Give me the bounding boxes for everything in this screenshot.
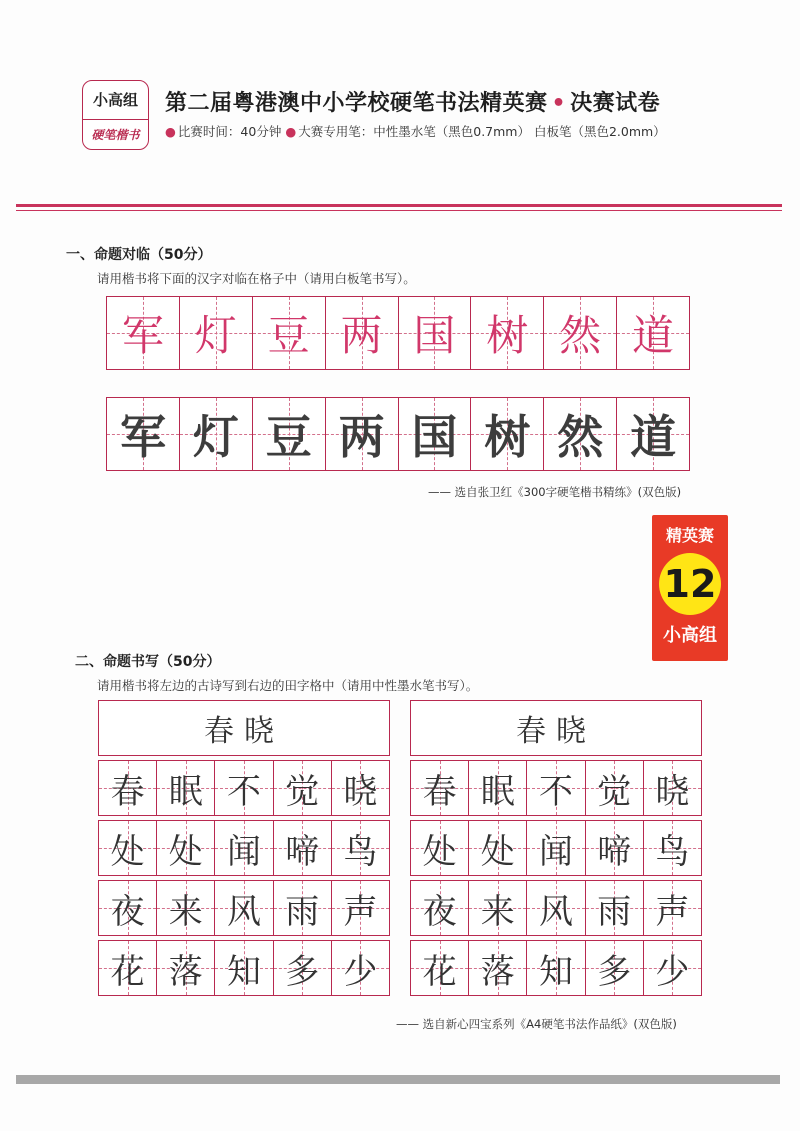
- poem-row: [410, 880, 702, 936]
- written-char: 国: [411, 410, 458, 464]
- poem-title: 春晓: [98, 700, 390, 756]
- copy-grid-black: [106, 397, 690, 471]
- poem-char: 不: [539, 771, 573, 812]
- poem-char: 多: [285, 951, 320, 992]
- written-char: 道: [630, 410, 677, 464]
- grid-cell[interactable]: [544, 297, 617, 369]
- poem-char: 春: [110, 771, 145, 812]
- poem-board-right: [410, 700, 702, 1000]
- model-char: 国: [413, 311, 456, 360]
- poem-char: 来: [480, 891, 515, 932]
- badge-group-label: 小高组: [83, 81, 148, 120]
- poem-board-left: [98, 700, 390, 1000]
- grid-cell[interactable]: [399, 398, 472, 470]
- grid-cell[interactable]: [527, 821, 585, 875]
- group-badge: [82, 80, 149, 150]
- grid-cell[interactable]: [586, 881, 644, 935]
- grid-cell[interactable]: [326, 297, 399, 369]
- section2-source: —— 选自新心四宝系列《A4硬笔书法作品纸》(双色版): [396, 1017, 677, 1031]
- poem-char: 夜: [422, 891, 457, 932]
- grid-cell[interactable]: [157, 761, 215, 815]
- header-divider-thin: [16, 210, 782, 211]
- copy-grid-pink: [106, 296, 690, 370]
- model-char: 然: [559, 311, 602, 360]
- section1-instruction: 请用楷书将下面的汉字对临在格子中（请用白板笔书写）。: [97, 271, 416, 286]
- grid-cell[interactable]: [99, 761, 157, 815]
- footer-bar: [16, 1075, 780, 1084]
- poem-char: 闻: [227, 831, 261, 872]
- grid-cell[interactable]: [644, 941, 701, 995]
- grid-cell[interactable]: [274, 821, 332, 875]
- grid-cell[interactable]: [274, 881, 332, 935]
- grid-cell[interactable]: [253, 297, 326, 369]
- model-char: 两: [340, 311, 383, 360]
- grid-cell[interactable]: [180, 398, 253, 470]
- poem-char: 花: [110, 951, 145, 992]
- poem-char: 处: [110, 831, 145, 872]
- tag-title: 精英赛: [665, 526, 714, 545]
- grid-cell[interactable]: [544, 398, 617, 470]
- poem-char: 风: [539, 891, 573, 932]
- model-char: 道: [632, 311, 675, 360]
- poem-char: 少: [655, 951, 690, 992]
- poem-char: 啼: [597, 831, 632, 872]
- grid-cell[interactable]: [644, 761, 701, 815]
- tag-number: 12: [659, 553, 721, 615]
- grid-cell[interactable]: [527, 761, 585, 815]
- grid-cell[interactable]: [215, 761, 273, 815]
- poem-char: 落: [480, 951, 515, 992]
- grid-cell[interactable]: [411, 941, 469, 995]
- grid-cell[interactable]: [157, 941, 215, 995]
- bullet-icon: ●: [165, 124, 176, 139]
- model-char: 豆: [267, 311, 310, 360]
- grid-cell[interactable]: [411, 761, 469, 815]
- grid-cell[interactable]: [644, 881, 701, 935]
- page-title: [165, 86, 660, 117]
- grid-cell[interactable]: [527, 941, 585, 995]
- poem-char: 觉: [597, 771, 632, 812]
- grid-cell[interactable]: [215, 821, 273, 875]
- poem-char: 处: [480, 831, 515, 872]
- poem-char: 不: [227, 771, 261, 812]
- title-suffix: 决赛试卷: [570, 91, 661, 116]
- tag-group: 小高组: [663, 625, 717, 646]
- grid-cell[interactable]: [180, 297, 253, 369]
- poem-char: 来: [168, 891, 203, 932]
- grid-cell[interactable]: [527, 881, 585, 935]
- pen-info: 大赛专用笔：中性墨水笔（黑色0.7mm） 白板笔（黑色2.0mm）: [298, 124, 666, 139]
- poem-char: 知: [539, 951, 573, 992]
- poem-char: 风: [227, 891, 261, 932]
- poem-char: 雨: [597, 891, 632, 932]
- section2-heading: 二、命题书写（50分）: [75, 654, 221, 670]
- grid-cell[interactable]: [99, 821, 157, 875]
- model-char: 灯: [194, 311, 237, 360]
- grid-cell[interactable]: [469, 941, 527, 995]
- grid-cell[interactable]: [644, 821, 701, 875]
- poem-row: [410, 940, 702, 996]
- grid-cell[interactable]: [332, 761, 389, 815]
- grid-cell[interactable]: [586, 761, 644, 815]
- grid-cell[interactable]: [215, 941, 273, 995]
- model-char: 树: [486, 311, 529, 360]
- written-char: 树: [484, 410, 531, 464]
- grid-cell[interactable]: [471, 297, 544, 369]
- title-dot: •: [551, 91, 567, 116]
- poem-char: 夜: [110, 891, 145, 932]
- poem-char: 多: [597, 951, 632, 992]
- poem-char: 处: [422, 831, 457, 872]
- grid-cell[interactable]: [469, 761, 527, 815]
- grid-cell[interactable]: [253, 398, 326, 470]
- grid-cell[interactable]: [99, 941, 157, 995]
- written-char: 然: [557, 410, 604, 464]
- grid-cell[interactable]: [411, 881, 469, 935]
- header-divider: [16, 204, 782, 207]
- exam-info: [165, 122, 666, 140]
- grid-cell[interactable]: [469, 881, 527, 935]
- grid-cell[interactable]: [99, 881, 157, 935]
- grid-cell[interactable]: [215, 881, 273, 935]
- written-char: 两: [338, 410, 385, 464]
- time-info: 比赛时间：40分钟: [177, 124, 282, 139]
- poem-char: 眠: [480, 771, 515, 812]
- poem-row: [98, 760, 390, 816]
- poem-char: 知: [227, 951, 261, 992]
- poem-char: 处: [168, 831, 203, 872]
- written-char: 灯: [192, 410, 239, 464]
- poem-char: 花: [422, 951, 457, 992]
- grid-cell[interactable]: [399, 297, 472, 369]
- poem-char: 啼: [285, 831, 320, 872]
- section1-heading: 一、命题对临（50分）: [66, 247, 212, 263]
- poem-char: 鸟: [655, 831, 690, 872]
- poem-char: 晓: [343, 771, 378, 812]
- grid-cell[interactable]: [617, 297, 689, 369]
- grid-cell[interactable]: [617, 398, 689, 470]
- grid-cell[interactable]: [586, 941, 644, 995]
- poem-char: 春: [422, 771, 457, 812]
- poem-char: 雨: [285, 891, 320, 932]
- grid-cell[interactable]: [471, 398, 544, 470]
- grid-cell[interactable]: [274, 941, 332, 995]
- poem-char: 觉: [285, 771, 320, 812]
- grid-cell[interactable]: [326, 398, 399, 470]
- badge-category-label: 硬笔楷书: [91, 128, 140, 142]
- grid-cell[interactable]: [157, 821, 215, 875]
- grid-cell[interactable]: [107, 297, 180, 369]
- poem-char: 声: [343, 891, 378, 932]
- section2-instruction: 请用楷书将左边的古诗写到右边的田字格中（请用中性墨水笔书写）。: [97, 678, 479, 693]
- grid-cell[interactable]: [411, 821, 469, 875]
- model-char: 军: [121, 311, 164, 360]
- poem-char: 声: [655, 891, 690, 932]
- written-char: 豆: [265, 410, 312, 464]
- section1-source: —— 选自张卫红《300字硬笔楷书精练》(双色版): [428, 485, 682, 499]
- poem-char: 落: [168, 951, 203, 992]
- contest-tag: [652, 515, 728, 661]
- poem-row: [98, 940, 390, 996]
- poem-char: 少: [343, 951, 378, 992]
- grid-cell[interactable]: [332, 821, 389, 875]
- poem-row: [98, 880, 390, 936]
- poem-title: 春晓: [410, 700, 702, 756]
- grid-cell[interactable]: [332, 881, 389, 935]
- poem-char: 眠: [168, 771, 203, 812]
- written-char: 军: [119, 410, 166, 464]
- poem-row: [410, 820, 702, 876]
- poem-row: [410, 760, 702, 816]
- grid-cell[interactable]: [586, 821, 644, 875]
- title-main: 第二届粤港澳中小学校硬笔书法精英赛: [165, 91, 548, 116]
- grid-cell[interactable]: [332, 941, 389, 995]
- grid-cell[interactable]: [469, 821, 527, 875]
- grid-cell[interactable]: [107, 398, 180, 470]
- poem-char: 晓: [655, 771, 690, 812]
- poem-char: 鸟: [343, 831, 378, 872]
- poem-char: 闻: [539, 831, 573, 872]
- grid-cell[interactable]: [157, 881, 215, 935]
- grid-cell[interactable]: [274, 761, 332, 815]
- poem-row: [98, 820, 390, 876]
- bullet-icon: ●: [285, 124, 297, 139]
